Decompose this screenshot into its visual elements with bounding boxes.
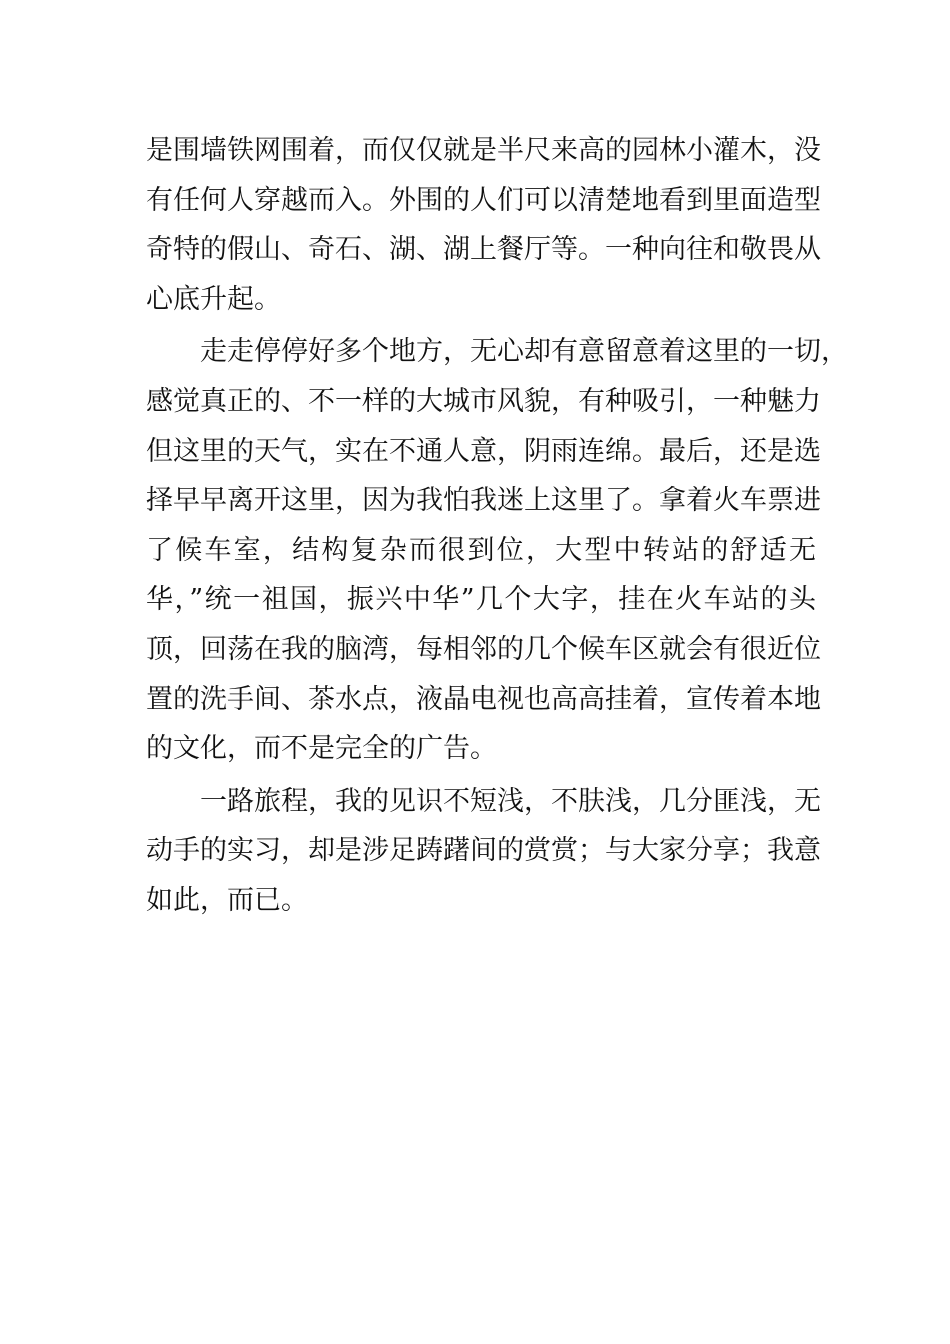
text-line: 动手的实习，却是涉足踌躇间的赏赏；与大家分享；我意: [146, 835, 821, 867]
text-line: 走走停停好多个地方，无心却有意留意着这里的一切，: [200, 336, 848, 368]
body-text: [146, 126, 848, 929]
text-line: 有任何人穿越而入。外围的人们可以清楚地看到里面造型: [146, 184, 821, 216]
paragraph-1: [146, 126, 821, 324]
text-line: 的文化，而不是完全的广告。: [146, 733, 497, 765]
text-line: 择早早离开这里，因为我怕我迷上这里了。拿着火车票进: [146, 485, 821, 517]
text-line: 华，”统一祖国，振兴中华”几个大字，挂在火车站的头: [146, 584, 816, 616]
paragraph-2: [146, 327, 848, 773]
paragraph-3: [146, 777, 821, 926]
text-line: 心底升起。: [146, 283, 281, 315]
text-line: 奇特的假山、奇石、湖、湖上餐厅等。一种向往和敬畏从: [146, 234, 821, 266]
text-line: 感觉真正的、不一样的大城市风貌，有种吸引，一种魅力: [146, 385, 821, 417]
text-line: 一路旅程，我的见识不短浅，不肤浅，几分匪浅，无: [200, 785, 821, 817]
text-line: 如此，而已。: [146, 884, 308, 916]
text-line: 置的洗手间、茶水点，液晶电视也高高挂着，宣传着本地: [146, 683, 821, 715]
text-line: 是围墙铁网围着，而仅仅就是半尺来高的园林小灌木，没: [146, 135, 821, 166]
text-line: 了候车室，结构复杂而很到位，大型中转站的舒适无: [146, 534, 816, 566]
text-line: 但这里的天气，实在不通人意，阴雨连绵。最后，还是选: [146, 435, 821, 467]
text-line: 顶，回荡在我的脑湾，每相邻的几个候车区就会有很近位: [146, 633, 821, 665]
